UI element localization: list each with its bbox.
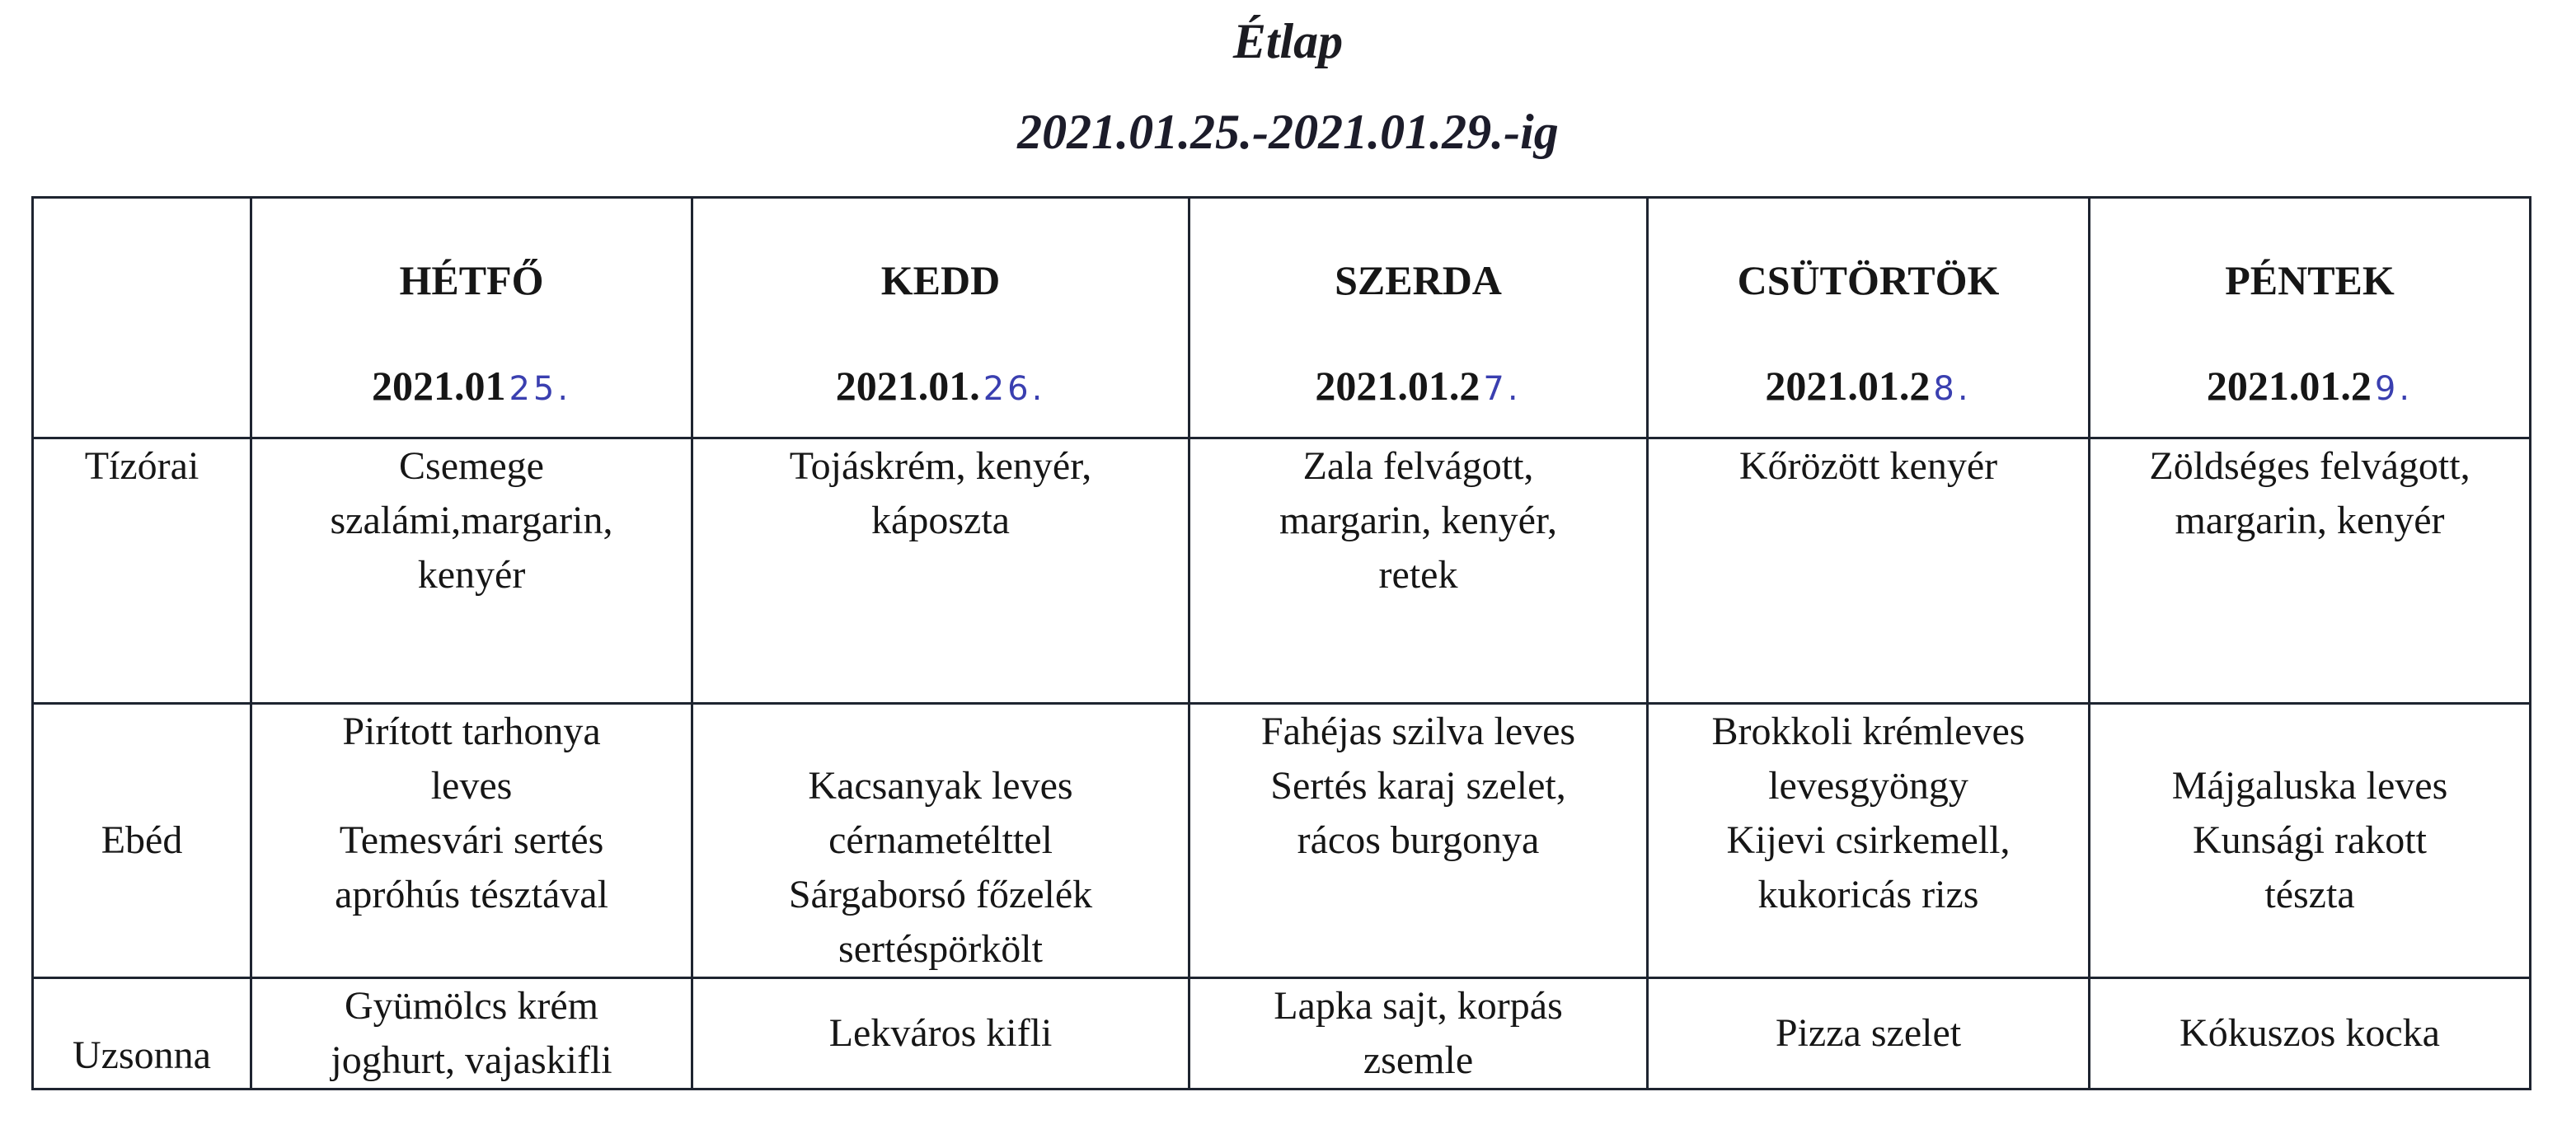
menu-line: margarin, kenyér bbox=[2175, 499, 2445, 542]
date-range: 2021.01.25.-2021.01.29.-ig bbox=[1017, 105, 1559, 159]
menu-line: Sertés karaj szelet, bbox=[1270, 764, 1566, 808]
menu-line: Brokkoli krémleves bbox=[1711, 710, 2025, 753]
weekly-menu-table bbox=[31, 196, 2531, 1090]
date-handwritten: 26. bbox=[983, 370, 1046, 408]
menu-line: Tojáskrém, kenyér, bbox=[789, 444, 1092, 488]
menu-line: Kőrözött kenyér bbox=[1738, 444, 1998, 488]
day-header-monday bbox=[251, 198, 692, 438]
day-header-tuesday bbox=[692, 198, 1189, 438]
menu-line: Pirított tarhonya bbox=[342, 710, 601, 753]
menu-cell-thursday bbox=[1648, 438, 2090, 704]
meal-row-ebed bbox=[33, 704, 2531, 978]
menu-cell-tuesday bbox=[692, 704, 1189, 978]
day-header-wednesday bbox=[1189, 198, 1648, 438]
date-printed: 2021.01.2 bbox=[2206, 363, 2372, 409]
menu-line: szalámi,margarin, bbox=[330, 499, 613, 542]
menu-line: Zöldséges felvágott, bbox=[2149, 444, 2470, 488]
date-handwritten: 8. bbox=[1933, 370, 1972, 408]
menu-cell-monday bbox=[251, 704, 692, 978]
meal-label: Tízórai bbox=[33, 438, 251, 704]
date-printed: 2021.01.2 bbox=[1315, 363, 1480, 409]
menu-line: retek bbox=[1378, 553, 1458, 597]
date-printed: 2021.01 bbox=[371, 363, 506, 409]
day-name: CSÜTÖRTÖK bbox=[1737, 257, 2000, 303]
menu-line: kenyér bbox=[417, 553, 526, 597]
menu-line: Zala felvágott, bbox=[1302, 444, 1534, 488]
day-name: KEDD bbox=[880, 257, 1001, 303]
menu-line: leves bbox=[430, 764, 513, 808]
menu-line: Kókuszos kocka bbox=[2180, 1011, 2440, 1055]
menu-line: zsemle bbox=[1363, 1038, 1474, 1082]
menu-line: kukoricás rizs bbox=[1757, 873, 1979, 916]
day-date bbox=[1649, 358, 2088, 416]
date-handwritten: 7. bbox=[1483, 370, 1522, 408]
menu-line: Gyümölcs krém bbox=[345, 984, 598, 1028]
day-header-thursday bbox=[1648, 198, 2090, 438]
menu-cell-tuesday bbox=[692, 978, 1189, 1089]
menu-cell-wednesday bbox=[1189, 978, 1648, 1089]
menu-line: Lekváros kifli bbox=[828, 1011, 1053, 1055]
menu-line: margarin, kenyér, bbox=[1279, 499, 1558, 542]
menu-line: rácos burgonya bbox=[1297, 818, 1540, 862]
meal-label: Ebéd bbox=[33, 704, 251, 978]
menu-cell-friday bbox=[2090, 704, 2531, 978]
menu-cell-wednesday bbox=[1189, 704, 1648, 978]
menu-line: sertéspörkölt bbox=[838, 927, 1043, 971]
corner-cell bbox=[33, 198, 251, 438]
menu-line: Sárgaborsó főzelék bbox=[788, 873, 1093, 916]
date-handwritten: 25. bbox=[509, 370, 572, 408]
day-name: SZERDA bbox=[1335, 257, 1502, 303]
meal-row-uzsonna bbox=[33, 978, 2531, 1089]
date-handwritten: 9. bbox=[2374, 370, 2414, 408]
menu-cell-thursday bbox=[1648, 978, 2090, 1089]
menu-cell-thursday bbox=[1648, 704, 2090, 978]
day-name: PÉNTEK bbox=[2225, 257, 2395, 303]
menu-line: Kijevi csirkemell, bbox=[1726, 818, 2011, 862]
date-printed: 2021.01. bbox=[835, 363, 980, 409]
day-date bbox=[693, 358, 1188, 416]
menu-line: Fahéjas szilva leves bbox=[1260, 710, 1576, 753]
day-header-friday bbox=[2090, 198, 2531, 438]
menu-cell-tuesday bbox=[692, 438, 1189, 704]
meal-row-tizorai bbox=[33, 438, 2531, 704]
menu-cell-friday bbox=[2090, 438, 2531, 704]
menu-line: levesgyöngy bbox=[1768, 764, 1968, 808]
menu-line: káposzta bbox=[871, 499, 1010, 542]
menu-line: Kacsanyak leves bbox=[808, 764, 1073, 808]
menu-line: cérnametélttel bbox=[828, 818, 1053, 862]
menu-cell-wednesday bbox=[1189, 438, 1648, 704]
menu-line: Csemege bbox=[399, 444, 544, 488]
meal-label: Uzsonna bbox=[33, 978, 251, 1089]
menu-line: tészta bbox=[2264, 873, 2355, 916]
menu-line: Pizza szelet bbox=[1775, 1011, 1962, 1055]
day-name: HÉTFŐ bbox=[399, 257, 544, 303]
header-row bbox=[33, 198, 2531, 438]
date-printed: 2021.01.2 bbox=[1765, 363, 1931, 409]
day-date bbox=[2090, 358, 2529, 416]
menu-line: Temesvári sertés bbox=[339, 818, 604, 862]
document-title: Étlap bbox=[1232, 14, 1344, 68]
menu-cell-monday bbox=[251, 438, 692, 704]
menu-cell-friday bbox=[2090, 978, 2531, 1089]
day-date bbox=[1190, 358, 1646, 416]
menu-line: Májgaluska leves bbox=[2171, 764, 2448, 808]
menu-line: Lapka sajt, korpás bbox=[1274, 984, 1563, 1028]
menu-line: apróhús tésztával bbox=[335, 873, 608, 916]
menu-line: joghurt, vajaskifli bbox=[331, 1038, 612, 1082]
day-date bbox=[252, 358, 691, 416]
menu-cell-monday bbox=[251, 978, 692, 1089]
menu-line: Kunsági rakott bbox=[2193, 818, 2427, 862]
